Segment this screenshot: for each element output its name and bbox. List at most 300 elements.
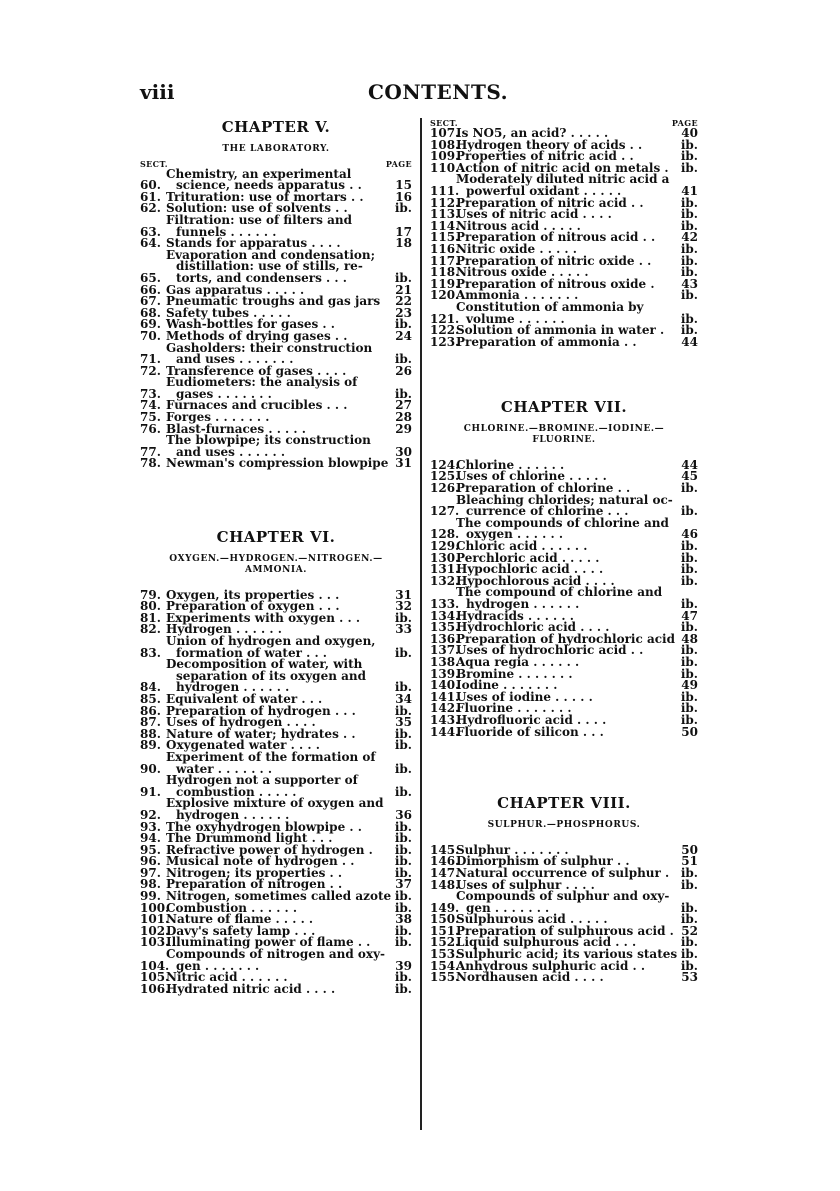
section-title-line: Methods of drying gases . . xyxy=(166,328,348,343)
section-title-line: volume . . . . . . xyxy=(466,311,565,326)
section-title-line: hydrogen . . . . . . xyxy=(176,807,290,822)
section-number: 144. xyxy=(430,724,460,739)
section-number: 132. xyxy=(430,573,460,588)
page-ref: ib. xyxy=(680,504,698,519)
section-number: 111. xyxy=(430,183,460,198)
section-title-line: The compound of chlorine and xyxy=(456,585,663,600)
page-ref: 18 xyxy=(395,236,412,251)
page-ref: 22 xyxy=(395,294,412,309)
section-number: 147. xyxy=(430,865,460,880)
page-label: PAGE xyxy=(385,158,412,169)
page-ref: ib. xyxy=(680,137,698,152)
page-ref: 34 xyxy=(395,691,412,706)
section-title-line: hydrogen . . . . . . xyxy=(466,597,580,611)
section-number: 61. xyxy=(140,189,161,204)
section-number: 99. xyxy=(140,889,161,904)
section-number: 114. xyxy=(430,218,460,233)
toc-entry xyxy=(140,458,412,470)
toc-entry xyxy=(430,174,698,197)
chapter-v-subtitle: THE LABORATORY. xyxy=(222,143,330,154)
section-title-line: Decomposition of water, with xyxy=(166,657,363,672)
page-ref: ib. xyxy=(680,562,698,577)
page-ref: 40 xyxy=(681,126,698,140)
chapter-vi-subtitle xyxy=(140,554,412,576)
section-number: 62. xyxy=(140,201,161,216)
page-ref: ib. xyxy=(394,784,412,799)
toc-entry xyxy=(140,949,412,972)
section-number: 150. xyxy=(430,912,460,927)
section-title-line: Newman's compression blowpipe xyxy=(166,456,389,471)
chapter-viii-subtitle: SULPHUR.—PHOSPHORUS. xyxy=(487,819,641,830)
page-ref: ib. xyxy=(680,597,698,611)
section-number: 108. xyxy=(430,137,460,152)
section-number: 86. xyxy=(140,703,161,718)
section-title-line: Nitrogen; its properties . . xyxy=(166,865,343,880)
section-number: 124. xyxy=(430,457,460,472)
section-number: 72. xyxy=(140,363,161,378)
section-title xyxy=(166,636,392,659)
page-ref: ib. xyxy=(394,317,412,332)
section-title-line: Liquid sulphurous acid . . . xyxy=(456,935,637,950)
page-ref: 29 xyxy=(395,421,412,436)
section-title-line: Blast-furnaces . . . . . xyxy=(166,421,306,436)
page-ref: ib. xyxy=(394,680,412,695)
toc-entry xyxy=(140,659,412,694)
chapter-viii-title: CHAPTER VIII. xyxy=(497,794,631,813)
section-number: 136. xyxy=(430,631,460,646)
section-number: 153. xyxy=(430,947,460,962)
section-number: 118. xyxy=(430,265,460,280)
section-title-line: Aqua regia . . . . . . xyxy=(456,654,580,669)
section-title-line: Preparation of hydrochloric acid xyxy=(456,631,675,646)
toc-entry xyxy=(430,891,698,914)
section-number: 117. xyxy=(430,253,460,268)
section-title-line: Solution: use of solvents . . xyxy=(166,201,348,216)
page-ref: 37 xyxy=(395,877,412,892)
section-title-line: Is NO5, an acid? . . . . . xyxy=(456,126,609,140)
section-number: 113. xyxy=(430,207,460,222)
page-ref: ib. xyxy=(680,207,698,222)
section-title-line: gen . . . . . . . xyxy=(466,900,550,915)
section-number: 75. xyxy=(140,410,161,425)
page-ref: 44 xyxy=(681,334,698,349)
section-title-line: Hydrogen . . . . . . xyxy=(166,622,282,637)
page-ref: 50 xyxy=(681,724,698,739)
page-ref: 23 xyxy=(395,305,412,320)
section-number: 134. xyxy=(430,608,460,623)
section-number: 145. xyxy=(430,842,460,857)
page-ref: 44 xyxy=(681,457,698,472)
section-title xyxy=(456,492,678,519)
section-title-line: and uses . . . . . . . xyxy=(176,352,294,367)
sect-label: SECT. xyxy=(140,158,168,169)
left-column xyxy=(140,118,412,995)
page-ref: ib. xyxy=(680,323,698,338)
chapter-viii-entries xyxy=(430,842,698,985)
section-title-line: Musical note of hydrogen . . xyxy=(166,854,355,869)
page-number: viii xyxy=(140,80,175,104)
section-title-line: Safety tubes . . . . . xyxy=(166,305,291,320)
chapter-vi-entries xyxy=(140,587,412,996)
section-number: 92. xyxy=(140,807,161,822)
section-title-line: Solution of ammonia in water . xyxy=(456,323,665,338)
section-number: 152. xyxy=(430,935,460,950)
continued-entries xyxy=(430,128,698,348)
section-number: 67. xyxy=(140,294,161,309)
section-title xyxy=(456,972,678,984)
chapter-vii-subtitle xyxy=(430,424,698,446)
section-number: 98. xyxy=(140,877,161,892)
section-title-line: The compounds of chlorine and xyxy=(456,515,669,530)
section-number: 130. xyxy=(430,550,460,565)
section-title-line: Uses of sulphur . . . . xyxy=(456,877,595,892)
section-title-line: Preparation of hydrogen . . . xyxy=(166,703,356,718)
section-number: 138. xyxy=(430,654,460,669)
section-title-line: Nitrous oxide . . . . . xyxy=(456,265,589,280)
section-title-line: Nitric acid . . . . . . xyxy=(166,970,288,985)
page-ref: 46 xyxy=(681,527,698,542)
section-title-line: Preparation of oxygen . . . xyxy=(166,599,340,614)
page-title: CONTENTS. xyxy=(368,80,509,104)
section-number: 84. xyxy=(140,680,161,695)
section-title xyxy=(166,798,392,821)
page-ref: 16 xyxy=(395,189,412,204)
toc-entry xyxy=(140,775,412,798)
page-ref: 30 xyxy=(395,444,412,459)
section-number: 63. xyxy=(140,224,161,239)
page-ref: ib. xyxy=(394,703,412,718)
page-ref: ib. xyxy=(680,654,698,669)
section-title-line: hydrogen . . . . . . xyxy=(176,680,290,695)
section-title-line: The Drummond light . . . xyxy=(166,831,333,846)
section-title-line: Experiment of the formation of xyxy=(166,749,376,764)
section-title-line: currence of chlorine . . . xyxy=(466,504,629,519)
section-title-line: Hydrochloric acid . . . . xyxy=(456,620,610,635)
section-number: 81. xyxy=(140,610,161,625)
page-ref: ib. xyxy=(680,643,698,658)
section-title-line: Hydrogen theory of acids . . xyxy=(456,137,643,152)
section-title-line: distillation: use of stills, re- xyxy=(176,259,363,274)
page-ref: 17 xyxy=(395,224,412,239)
page-ref: 15 xyxy=(395,178,412,193)
page-ref: ib. xyxy=(394,352,412,367)
section-number: 74. xyxy=(140,398,161,413)
section-title-line: formation of water . . . xyxy=(176,645,327,660)
section-title-line: Hypochlorous acid . . . . xyxy=(456,573,615,588)
section-number: 125. xyxy=(430,469,460,484)
section-title xyxy=(456,299,678,326)
section-title-line: The blowpipe; its construction xyxy=(166,433,371,448)
section-title-line: separation of its oxygen and xyxy=(176,668,366,683)
section-number: 73. xyxy=(140,386,161,401)
section-title-line: Equivalent of water . . . xyxy=(166,691,323,706)
section-title-line: Transference of gases . . . . xyxy=(166,363,347,378)
page-ref: ib. xyxy=(680,311,698,326)
section-title-line: Refractive power of hydrogen . xyxy=(166,842,373,857)
sect-label: SECT. xyxy=(430,118,458,128)
section-title-line: The oxyhydrogen blowpipe . . xyxy=(166,819,362,834)
section-title-line: Eudiometers: the analysis of xyxy=(166,375,358,390)
section-number: 120. xyxy=(430,288,460,303)
section-number: 88. xyxy=(140,726,161,741)
section-title-line: Preparation of sulphurous acid . xyxy=(456,923,674,938)
section-title-line: Combustion . . . . . . xyxy=(166,900,298,915)
section-number: 87. xyxy=(140,715,161,730)
section-number: 116. xyxy=(430,241,460,256)
page-ref: 52 xyxy=(681,923,698,938)
section-number: 107. xyxy=(430,126,460,140)
page-ref: 39 xyxy=(395,958,412,973)
toc-entry xyxy=(140,435,412,458)
page-ref: 43 xyxy=(681,276,698,291)
page-ref: ib. xyxy=(680,539,698,554)
section-title-line: Perchloric acid . . . . . xyxy=(456,550,600,565)
section-title-line: Explosive mixture of oxygen and xyxy=(166,796,384,811)
section-number: 65. xyxy=(140,270,161,285)
chapter-vi-subtitle-line1: OXYGEN.—HYDROGEN.—NITROGEN.— xyxy=(169,553,383,564)
section-number: 141. xyxy=(430,689,460,704)
section-number: 112. xyxy=(430,195,460,210)
section-number: 77. xyxy=(140,444,161,459)
page-ref: ib. xyxy=(394,889,412,904)
section-number: 60. xyxy=(140,178,161,193)
section-number: 66. xyxy=(140,282,161,297)
section-title-line: Preparation of nitric acid . . xyxy=(456,195,644,210)
toc-entry xyxy=(140,377,412,400)
toc-entry xyxy=(430,587,698,610)
section-title-line: Nitric oxide . . . . . xyxy=(456,241,577,256)
section-title xyxy=(456,587,678,610)
page-ref: ib. xyxy=(680,241,698,256)
page-ref: 21 xyxy=(395,282,412,297)
section-title-line: Nature of water; hydrates . . xyxy=(166,726,356,741)
spacer xyxy=(140,470,412,528)
section-number: 64. xyxy=(140,236,161,251)
page-ref: 27 xyxy=(395,398,412,413)
page-ref: 38 xyxy=(395,912,412,927)
page-ref: ib. xyxy=(680,160,698,175)
section-title xyxy=(456,891,678,914)
toc-entry xyxy=(430,299,698,326)
toc-entry xyxy=(140,749,412,776)
section-title-line: Preparation of chlorine . . xyxy=(456,481,631,496)
section-title-line: Nordhausen acid . . . . xyxy=(456,970,604,985)
section-title xyxy=(166,775,392,798)
section-title-line: Moderately diluted nitric acid a xyxy=(456,172,670,187)
section-title xyxy=(166,749,392,776)
section-title-line: Hydrated nitric acid . . . . xyxy=(166,981,336,996)
page-ref: ib. xyxy=(680,712,698,727)
page-ref: ib. xyxy=(680,877,698,892)
section-number: 90. xyxy=(140,761,161,776)
section-title-line: Chemistry, an experimental xyxy=(166,166,352,181)
section-number: 115. xyxy=(430,230,460,245)
toc-entry xyxy=(140,636,412,659)
section-number: 133. xyxy=(430,597,460,611)
section-title-line: gen . . . . . . . xyxy=(176,958,260,973)
section-title-line: powerful oxidant . . . . . xyxy=(466,183,622,198)
section-number: 146. xyxy=(430,854,460,869)
page-ref: ib. xyxy=(394,270,412,285)
section-number: 122. xyxy=(430,323,460,338)
section-number: 102. xyxy=(140,923,170,938)
section-title-line: Uses of iodine . . . . . xyxy=(456,689,593,704)
section-title-line: and uses . . . . . . xyxy=(176,444,286,459)
section-title-line: Constitution of ammonia by xyxy=(456,299,644,314)
section-title-line: Fluorine . . . . . . . xyxy=(456,701,572,716)
section-number: 79. xyxy=(140,587,161,602)
page-ref: ib. xyxy=(394,610,412,625)
section-title-line: Uses of hydrogen . . . . xyxy=(166,715,316,730)
page-ref: ib. xyxy=(680,265,698,280)
page-ref: 31 xyxy=(395,587,412,602)
section-number: 104. xyxy=(140,958,170,973)
section-number: 83. xyxy=(140,645,161,660)
right-column xyxy=(430,118,698,984)
section-title xyxy=(166,247,392,285)
page-ref: ib. xyxy=(394,981,412,996)
toc-entry xyxy=(140,212,412,239)
page-ref: 50 xyxy=(681,842,698,857)
page-ref: ib. xyxy=(394,923,412,938)
page-ref: 51 xyxy=(681,854,698,869)
section-title-line: Uses of nitric acid . . . . xyxy=(456,207,612,222)
section-title xyxy=(166,981,392,996)
section-number: 96. xyxy=(140,854,161,869)
page-ref: ib. xyxy=(394,854,412,869)
section-title xyxy=(166,377,392,400)
page-ref: ib. xyxy=(680,865,698,880)
section-title-line: Evaporation and condensation; xyxy=(166,247,376,262)
section-title-line: Hydracids . . . . . . xyxy=(456,608,574,623)
section-title-line: Dimorphism of sulphur . . xyxy=(456,854,630,869)
page-ref: ib. xyxy=(680,689,698,704)
section-number: 93. xyxy=(140,819,161,834)
section-title-line: Preparation of nitric oxide . . xyxy=(456,253,652,268)
page-ref: 53 xyxy=(681,970,698,985)
section-title-line: Davy's safety lamp . . . xyxy=(166,923,316,938)
toc-entry xyxy=(140,340,412,367)
section-title-line: torts, and condensers . . . xyxy=(176,270,347,285)
section-title xyxy=(166,340,392,367)
page-ref: 42 xyxy=(681,230,698,245)
section-title-line: Compounds of nitrogen and oxy- xyxy=(166,947,386,962)
section-number: 89. xyxy=(140,738,161,753)
page-ref: 26 xyxy=(395,363,412,378)
section-number: 95. xyxy=(140,842,161,857)
toc-entry xyxy=(140,166,412,193)
section-title xyxy=(166,212,392,239)
section-title-line: Chloric acid . . . . . . xyxy=(456,539,588,554)
section-title-line: Sulphurous acid . . . . . xyxy=(456,912,608,927)
page-ref: ib. xyxy=(680,900,698,915)
section-number: 78. xyxy=(140,456,161,471)
page-ref: ib. xyxy=(680,912,698,927)
page-ref: ib. xyxy=(680,218,698,233)
page-ref: ib. xyxy=(680,573,698,588)
toc-entry xyxy=(140,247,412,285)
section-title-line: Compounds of sulphur and oxy- xyxy=(456,889,670,904)
toc-entry xyxy=(430,972,698,984)
section-title xyxy=(166,166,392,193)
section-number: 109. xyxy=(430,149,460,164)
page-ref: ib. xyxy=(394,726,412,741)
section-number: 97. xyxy=(140,865,161,880)
section-number: 121. xyxy=(430,311,460,326)
toc-entry xyxy=(140,981,412,996)
page-ref: ib. xyxy=(680,550,698,565)
section-number: 126. xyxy=(430,481,460,496)
page-ref: ib. xyxy=(394,738,412,753)
section-title-line: oxygen . . . . . . xyxy=(466,527,564,542)
section-title-line: Preparation of nitrous oxide . xyxy=(456,276,655,291)
page-ref: ib. xyxy=(680,253,698,268)
section-number: 71. xyxy=(140,352,161,367)
section-title-line: Stands for apparatus . . . . xyxy=(166,236,341,251)
section-title-line: Hypochloric acid . . . . xyxy=(456,562,604,577)
section-title-line: Experiments with oxygen . . . xyxy=(166,610,361,625)
section-title-line: Bleaching chlorides; natural oc- xyxy=(456,492,673,507)
page-ref: ib. xyxy=(394,201,412,216)
section-number: 70. xyxy=(140,328,161,343)
section-number: 142. xyxy=(430,701,460,716)
page-ref: 33 xyxy=(395,622,412,637)
section-number: 129. xyxy=(430,539,460,554)
section-title xyxy=(456,515,678,542)
page-ref: 35 xyxy=(395,715,412,730)
section-number: 155. xyxy=(430,970,460,985)
section-number: 106. xyxy=(140,981,170,996)
page-ref: ib. xyxy=(680,935,698,950)
page-ref: 31 xyxy=(395,456,412,471)
section-title-line: Uses of hydrochloric acid . . xyxy=(456,643,644,658)
section-title-line: Pneumatic troughs and gas jars xyxy=(166,294,381,309)
section-title xyxy=(456,174,678,197)
section-number: 76. xyxy=(140,421,161,436)
section-number: 128. xyxy=(430,527,460,542)
section-title-line: Nitrous acid . . . . . xyxy=(456,218,581,233)
chapter-v-title: CHAPTER V. xyxy=(221,118,331,136)
section-title-line: Preparation of nitrogen . . xyxy=(166,877,343,892)
section-number: 137. xyxy=(430,643,460,658)
column-divider xyxy=(420,118,422,1130)
section-title-line: Gas apparatus . . . . . xyxy=(166,282,305,297)
page-ref: 47 xyxy=(681,608,698,623)
section-title xyxy=(166,659,392,694)
section-title-line: Trituration: use of mortars . . xyxy=(166,189,364,204)
page-ref: 45 xyxy=(681,469,698,484)
section-number: 143. xyxy=(430,712,460,727)
chapter-vi-title: CHAPTER VI. xyxy=(216,528,336,547)
section-title-line: Hydrofluoric acid . . . . xyxy=(456,712,607,727)
chapter-vii-title: CHAPTER VII. xyxy=(500,398,628,417)
section-title-line: Wash-bottles for gases . . xyxy=(166,317,335,332)
section-number: 140. xyxy=(430,678,460,693)
page-ref: 41 xyxy=(681,183,698,198)
section-number: 135. xyxy=(430,620,460,635)
section-number: 91. xyxy=(140,784,161,799)
toc-entry xyxy=(430,492,698,519)
toc-entry xyxy=(140,798,412,821)
page-ref: ib. xyxy=(680,149,698,164)
toc-entry xyxy=(430,515,698,542)
section-number: 127. xyxy=(430,504,460,519)
page-ref: ib. xyxy=(394,761,412,776)
section-title-line: Iodine . . . . . . . xyxy=(456,678,558,693)
section-number: 100. xyxy=(140,900,170,915)
section-title-line: Forges . . . . . . . xyxy=(166,410,270,425)
page-label: PAGE xyxy=(671,118,698,128)
